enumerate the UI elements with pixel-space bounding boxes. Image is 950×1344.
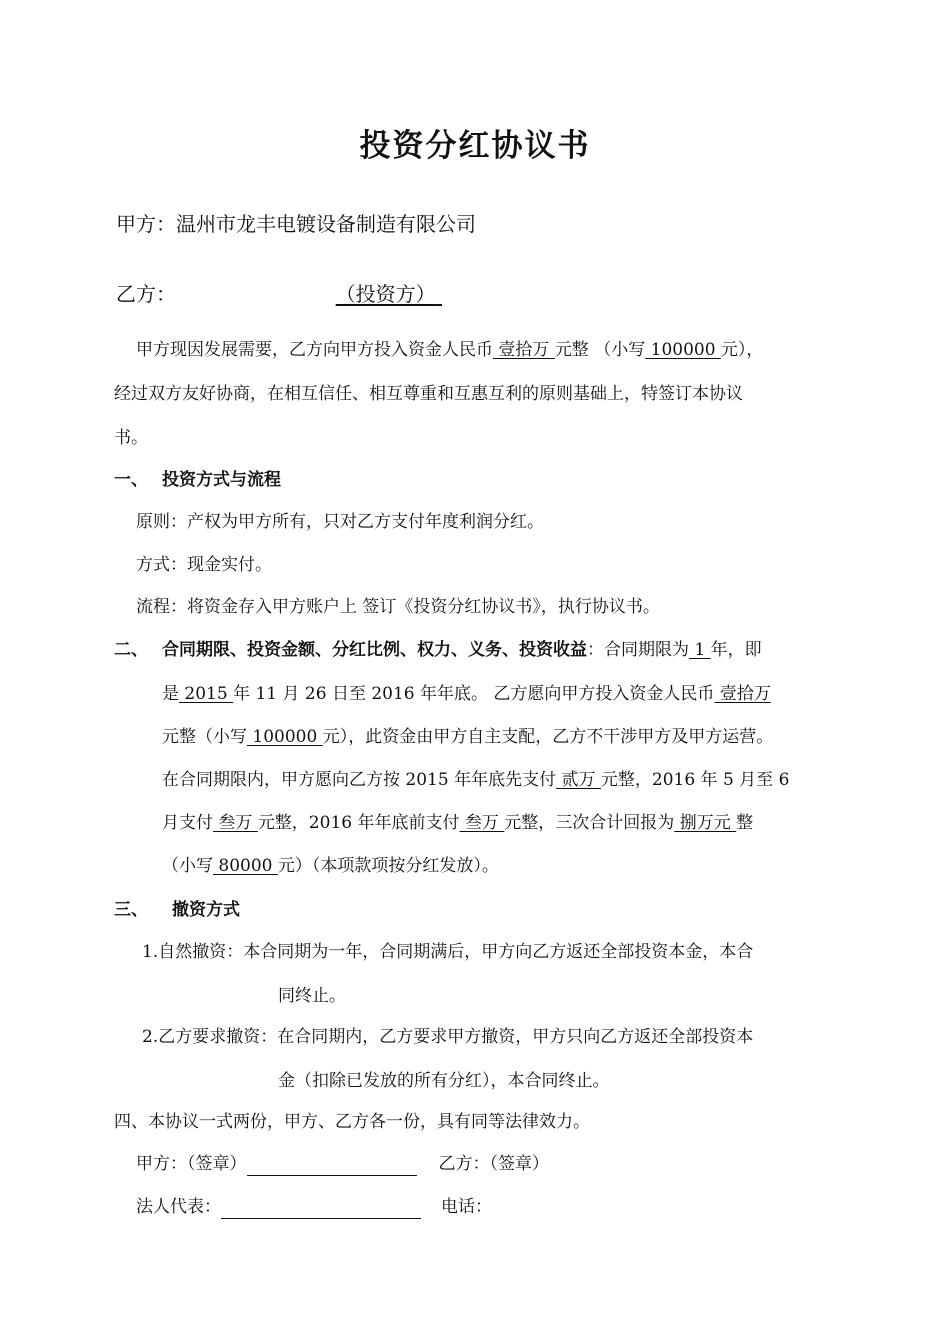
investment-amount-small: 100000 xyxy=(645,340,721,360)
section-2-line-3 xyxy=(162,725,773,749)
party-a-signature-label: 甲方：（签章） xyxy=(136,1154,247,1174)
investment-amount: 壹拾万 xyxy=(493,340,555,360)
intro-line-3: 书。 xyxy=(114,428,148,448)
withdrawal-item-1: 1.自然撤资：本合同期为一年，合同期满后，甲方向乙方返还全部投资本金，本合 xyxy=(142,942,754,962)
party-b-label: 乙方： xyxy=(116,282,176,306)
document-title: 投资分红协议书 xyxy=(359,128,591,164)
section-2-line-5 xyxy=(162,811,753,835)
party-b-suffix: （投资方） xyxy=(335,282,436,306)
section-text: 元），此资金由甲方自主支配，乙方不干涉甲方及甲方运营。 xyxy=(322,727,774,747)
section-text: ：合同期限为 xyxy=(587,640,689,660)
representative-row xyxy=(136,1195,492,1219)
section-1-heading xyxy=(114,468,281,492)
signature-row xyxy=(136,1152,549,1176)
withdrawal-item-2-cont: 金（扣除已发放的所有分红），本合同终止。 xyxy=(278,1071,610,1091)
party-b-signature-label: 乙方：（签章） xyxy=(438,1154,549,1174)
intro-line-2: 经过双方友好协商，在相互信任、相互尊重和互惠互利的原则基础上，特签订本协议 xyxy=(114,384,743,404)
third-payment: 叁万 xyxy=(459,813,505,833)
phone-label: 电话： xyxy=(441,1197,492,1217)
total-return: 捌万元 xyxy=(674,813,737,833)
section-number: 三、 xyxy=(114,900,148,920)
contract-years: 1 xyxy=(689,640,711,660)
section-title: 撤资方式 xyxy=(172,900,240,920)
section-number: 二、 xyxy=(114,640,148,660)
first-payment: 贰万 xyxy=(556,770,601,790)
party-a-signature-blank xyxy=(247,1157,417,1176)
section-text: （小写 xyxy=(162,856,213,876)
total-return-small: 80000 xyxy=(213,856,278,876)
legal-rep-label: 法人代表： xyxy=(136,1197,221,1217)
section-title: 合同期限、投资金额、分红比例、权力、义务、投资收益 xyxy=(162,640,587,660)
intro-text: 元整 （小写 xyxy=(554,340,646,360)
intro-line-1 xyxy=(136,338,763,362)
section-text: 在合同期限内，甲方愿向乙方按 2015 年年底先支付 xyxy=(162,770,557,790)
party-b-blank xyxy=(176,282,442,306)
section-1-method: 方式：现金实付。 xyxy=(136,555,272,575)
section-text: 整 xyxy=(736,813,754,833)
section-1-process: 流程：将资金存入甲方账户上 签订《投资分红协议书》，执行协议书。 xyxy=(136,597,660,617)
section-text: 年，即 xyxy=(710,640,762,660)
section-text: 元整，2016 年年底前支付 xyxy=(257,813,460,833)
investment-amount: 壹拾万 xyxy=(714,684,771,704)
investment-amount-small: 100000 xyxy=(247,727,323,747)
withdrawal-item-2: 2.乙方要求撤资：在合同期内，乙方要求甲方撤资，甲方只向乙方返还全部投资本 xyxy=(142,1027,754,1047)
section-number: 一、 xyxy=(114,470,148,490)
withdrawal-item-1-cont: 同终止。 xyxy=(278,986,346,1006)
section-4: 四、本协议一式两份，甲方、乙方各一份，具有同等法律效力。 xyxy=(114,1112,590,1132)
intro-text: 甲方现因发展需要，乙方向甲方投入资金人民币 xyxy=(136,340,493,360)
section-text: 元整，三次合计回报为 xyxy=(504,813,675,833)
section-2-line-4 xyxy=(162,768,789,792)
intro-text: 元）， xyxy=(720,340,764,360)
section-text: 年 11 月 26 日至 2016 年年底。 乙方愿向甲方投入资金人民币 xyxy=(233,684,715,704)
section-text: 是 xyxy=(162,684,179,704)
section-2-line-2 xyxy=(162,682,771,706)
section-text: 月支付 xyxy=(162,813,213,833)
section-2-heading xyxy=(114,638,762,662)
section-1-principle: 原则：产权为甲方所有，只对乙方支付年度利润分红。 xyxy=(136,512,544,532)
second-payment: 叁万 xyxy=(213,813,258,833)
section-text: 元）（本项款项按分红发放）。 xyxy=(277,856,499,876)
start-year: 2015 xyxy=(179,684,234,704)
legal-rep-blank xyxy=(221,1200,421,1219)
section-text: 元整（小写 xyxy=(162,727,247,747)
party-a-line: 甲方：温州市龙丰电镀设备制造有限公司 xyxy=(116,212,476,236)
section-title: 投资方式与流程 xyxy=(162,470,281,490)
section-2-line-6 xyxy=(162,854,499,878)
party-b-line xyxy=(116,282,442,306)
section-text: 元整，2016 年 5 月至 6 xyxy=(600,770,790,790)
section-3-heading xyxy=(114,898,240,922)
